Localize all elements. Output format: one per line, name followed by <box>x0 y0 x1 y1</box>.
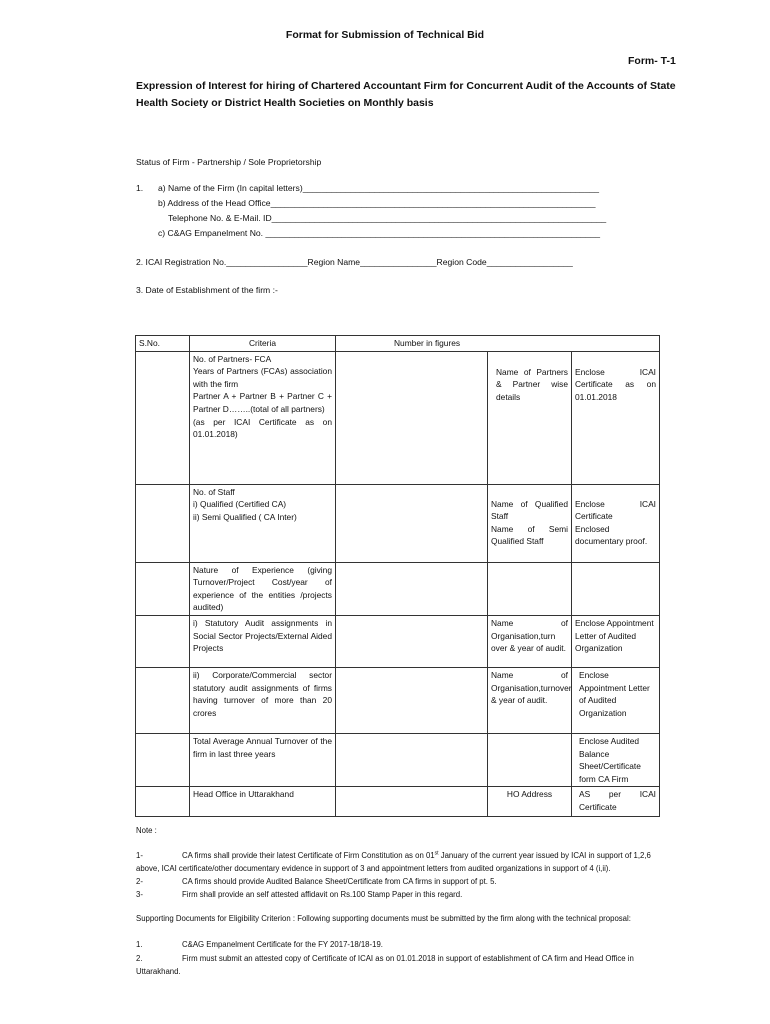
table-row <box>136 734 660 787</box>
header-number-in-figures: Number in figures <box>336 336 660 352</box>
criteria-staff <box>190 484 336 562</box>
header-criteria: Criteria <box>190 336 336 352</box>
note-2-number: 2- <box>136 877 143 886</box>
supporting-doc-2-number: 2. <box>136 954 143 963</box>
note-3: 3- Firm shall provide an self attested affidavit on Rs.100 Stamp Paper in this regard. <box>136 890 463 899</box>
cag-empanelment-field: c) C&AG Empanelment No. ______________________________________________________________________ <box>158 228 601 238</box>
partners-details: Name of Partners & Partner wise details <box>488 351 572 484</box>
criteria-table <box>135 335 660 817</box>
table-row <box>136 562 660 615</box>
criteria-head-office: Head Office in Uttarakhand <box>190 787 336 817</box>
icai-registration-field: 2. ICAI Registration No._________________Region Name________________Region Code__________________ <box>136 257 573 267</box>
criteria-nature-of-experience: Nature of Experience (giving Turnover/Project Cost/year of experience of the entities /projects audited) <box>190 562 336 615</box>
enclose-icai-staff-certificate: Enclose ICAI Certificate <box>575 498 656 522</box>
criteria-corporate-audit: ii) Corporate/Commercial sector statutory audit assignments of firms having turnover of more than 20 crores <box>190 668 336 734</box>
criteria-partners: No. of Partners- FCA Years of Partners (FCAs) association with the firm Partner A + Partner B + Partner C + Partner D……..(total of all partners) (as per ICAI Certificate as on 01.01.2018) <box>190 351 336 484</box>
date-of-establishment-field: 3. Date of Establishment of the firm :- <box>136 285 278 295</box>
table-row <box>136 787 660 817</box>
staff-heading: No. of Staff <box>193 486 235 497</box>
statutory-audit-details: Name of Organisation,turn over & year of audit. <box>488 616 572 668</box>
staff-names <box>488 484 572 562</box>
corporate-audit-details: Name of Organisation,turnover & year of audit. <box>488 668 572 734</box>
note-1: 1- CA firms shall provide their latest Certificate of Firm Constitution as on 01st January of the current year issued by ICAI in support of 1,2,6 <box>136 850 651 860</box>
criteria-statutory-audit: i) Statutory Audit assignments in Social Sector Projects/External Aided Projects <box>190 616 336 668</box>
header-sno: S.No. <box>136 336 190 352</box>
item-1-number: 1. <box>136 183 144 193</box>
note-3-number: 3- <box>136 890 143 899</box>
staff-enclosures <box>572 484 660 562</box>
firm-name-field: a) Name of the Firm (In capital letters)______________________________________________________________ <box>158 183 600 193</box>
enclose-appointment-letter: Enclose Appointment Letter of Audited Organization <box>572 616 660 668</box>
table-row <box>136 616 660 668</box>
table-row <box>136 351 660 484</box>
enclose-icai-certificate: Enclose ICAI Certificate as on 01.01.2018 <box>572 351 660 484</box>
supporting-doc-2: 2. Firm must submit an attested copy of Certificate of ICAI as on 01.01.2018 in support of establishment of CA firm and Head Office in <box>136 954 634 963</box>
enclose-appointment-letter-corporate: Enclose Appointment Letter of Audited Organization <box>572 668 660 734</box>
note-1-continued: above, ICAI certificate/other documentary evidence in support of 3 and appointment letters from audited organizations in support of 4 (i,ii). <box>136 864 611 873</box>
note-1-number: 1- <box>136 851 143 860</box>
semi-qualified-staff-names: Name of Semi Qualified Staff <box>491 523 568 547</box>
status-of-firm: Status of Firm - Partnership / Sole Proprietorship <box>136 157 322 167</box>
table-header-row <box>136 336 660 352</box>
supporting-doc-1: 1. C&AG Empanelment Certificate for the FY 2017-18/18-19. <box>136 940 383 949</box>
supporting-documents-heading: Supporting Documents for Eligibility Criterion : Following supporting documents must be submitted by the firm along with the technical proposal: <box>136 914 631 923</box>
form-number: Form- T-1 <box>628 55 676 67</box>
qualified-staff-names: Name of Qualified Staff <box>491 498 568 522</box>
as-per-icai-certificate: AS per ICAI Certificate <box>572 787 660 817</box>
staff-semi-qualified: ii) Semi Qualified ( CA Inter) <box>193 511 297 522</box>
supporting-doc-2-continued: Uttarakhand. <box>136 967 181 976</box>
telephone-email-field: Telephone No. & E-Mail. ID______________________________________________________________________ <box>168 213 607 223</box>
criteria-average-turnover: Total Average Annual Turnover of the firm in last three years <box>190 734 336 787</box>
page-title: Format for Submission of Technical Bid <box>285 29 485 41</box>
note-label: Note : <box>136 826 157 835</box>
staff-qualified: i) Qualified (Certified CA) <box>193 499 287 510</box>
ho-address: HO Address <box>488 787 572 817</box>
enclose-documentary-proof: Enclosed documentary proof. <box>575 523 648 547</box>
note-2: 2- CA firms should provide Audited Balance Sheet/Certificate from CA firms in support of pt. 5. <box>136 877 497 886</box>
supporting-doc-1-number: 1. <box>136 940 143 949</box>
table-row <box>136 484 660 562</box>
table-row <box>136 668 660 734</box>
head-office-address-field: b) Address of the Head Office____________________________________________________________________ <box>158 198 596 208</box>
enclose-audited-balance-sheet: Enclose Audited Balance Sheet/Certificate form CA Firm <box>572 734 660 787</box>
document-heading: Expression of Interest for hiring of Chartered Accountant Firm for Concurrent Audit of the Accounts of State Health Society or District Health Societies on Monthly basis <box>136 80 676 109</box>
